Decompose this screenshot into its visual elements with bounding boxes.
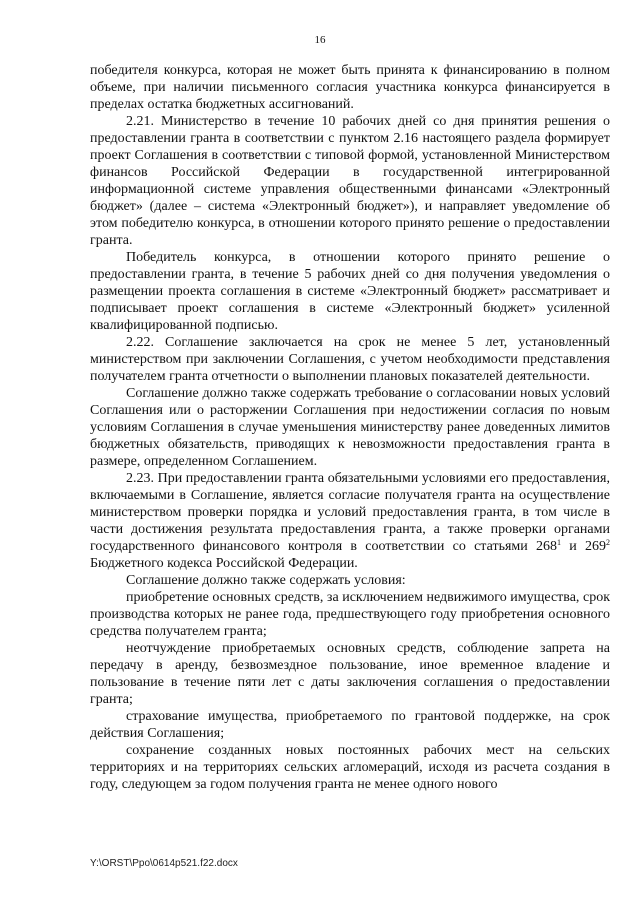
paragraph-text: и 269: [561, 539, 606, 554]
paragraph-2-22: 2.22. Соглашение заключается на срок не менее 5 лет, установленный министерством при заключении Соглашения, с учетом необходимости представления получателем гранта отчетности о выполнении плановых показателей деятельности.: [90, 335, 610, 384]
paragraph-2-23: [90, 470, 610, 572]
paragraph-text: 2.23. При предоставлении гранта обязательными условиями его предоставления, включаемыми в Соглашение, является согласие получателя гранта на осуществление министерством проверки порядка и условий предоставления гранта, в том числе в части достижения результата предоставления гранта, а также проверки органами государственного финансового контроля в соответствии со статьями 268: [90, 471, 610, 554]
paragraph: Победитель конкурса, в отношении которого принято решение о предоставлении гранта, в течение 5 рабочих дней со дня получения уведомления о размещении проекта соглашения в системе «Электронный бюджет» рассматривает и подписывает проект соглашения в системе «Электронный бюджет» усиленной квалифицированной подписью.: [90, 250, 610, 333]
paragraph: Соглашение должно также содержать требование о согласовании новых условий Соглашения или о расторжении Соглашения при недостижении согласия по новым условиям Соглашения в случае уменьшения министерству ранее доведенных лимитов бюджетных обязательств, приводящих к невозможности предоставления гранта в размере, определенном Соглашением.: [90, 386, 610, 469]
paragraph: страхование имущества, приобретаемого по грантовой поддержке, на срок действия Соглашения;: [90, 709, 610, 741]
superscript: 1: [557, 538, 561, 547]
paragraph-text: Бюджетного кодекса Российской Федерации.: [90, 556, 358, 571]
paragraph: неотчуждение приобретаемых основных средств, соблюдение запрета на передачу в аренду, безвозмездное пользование, иное временное владение и пользование в течение пяти лет с даты заключения соглашения о предоставлении гранта;: [90, 641, 610, 707]
document-body: [90, 62, 610, 793]
paragraph: сохранение созданных новых постоянных рабочих мест на сельских территориях и на территориях сельских агломераций, исходя из расчета создания в году, следующем за годом получения гранта не менее одного нового: [90, 743, 610, 792]
page-number: 16: [314, 34, 326, 46]
paragraph: приобретение основных средств, за исключением недвижимого имущества, срок производства которых не ранее года, предшествующего году приобретения основного средства получателем гранта;: [90, 590, 610, 639]
paragraph: победителя конкурса, которая не может быть принята к финансированию в полном объеме, при наличии письменного согласия участника конкурса финансируется в пределах остатка бюджетных ассигнований.: [90, 63, 610, 112]
file-path-footer: Y:\ORST\Ppo\0614p521.f22.docx: [90, 858, 238, 869]
paragraph: Соглашение должно также содержать условия:: [126, 573, 406, 588]
superscript: 2: [606, 538, 610, 547]
paragraph-2-21: 2.21. Министерство в течение 10 рабочих дней со дня принятия решения о предоставлении гранта в соответствии с пунктом 2.16 настоящего раздела формирует проект Соглашения в соответствии с типовой формой, установленной Министерством финансов Российской Федерации в государственной интегрированной информационной системе управления общественными финансами «Электронный бюджет» (далее – система «Электронный бюджет»), и направляет уведомление об этом победителю конкурса, в отношении которого принято решение о предоставлении гранта.: [90, 114, 610, 248]
